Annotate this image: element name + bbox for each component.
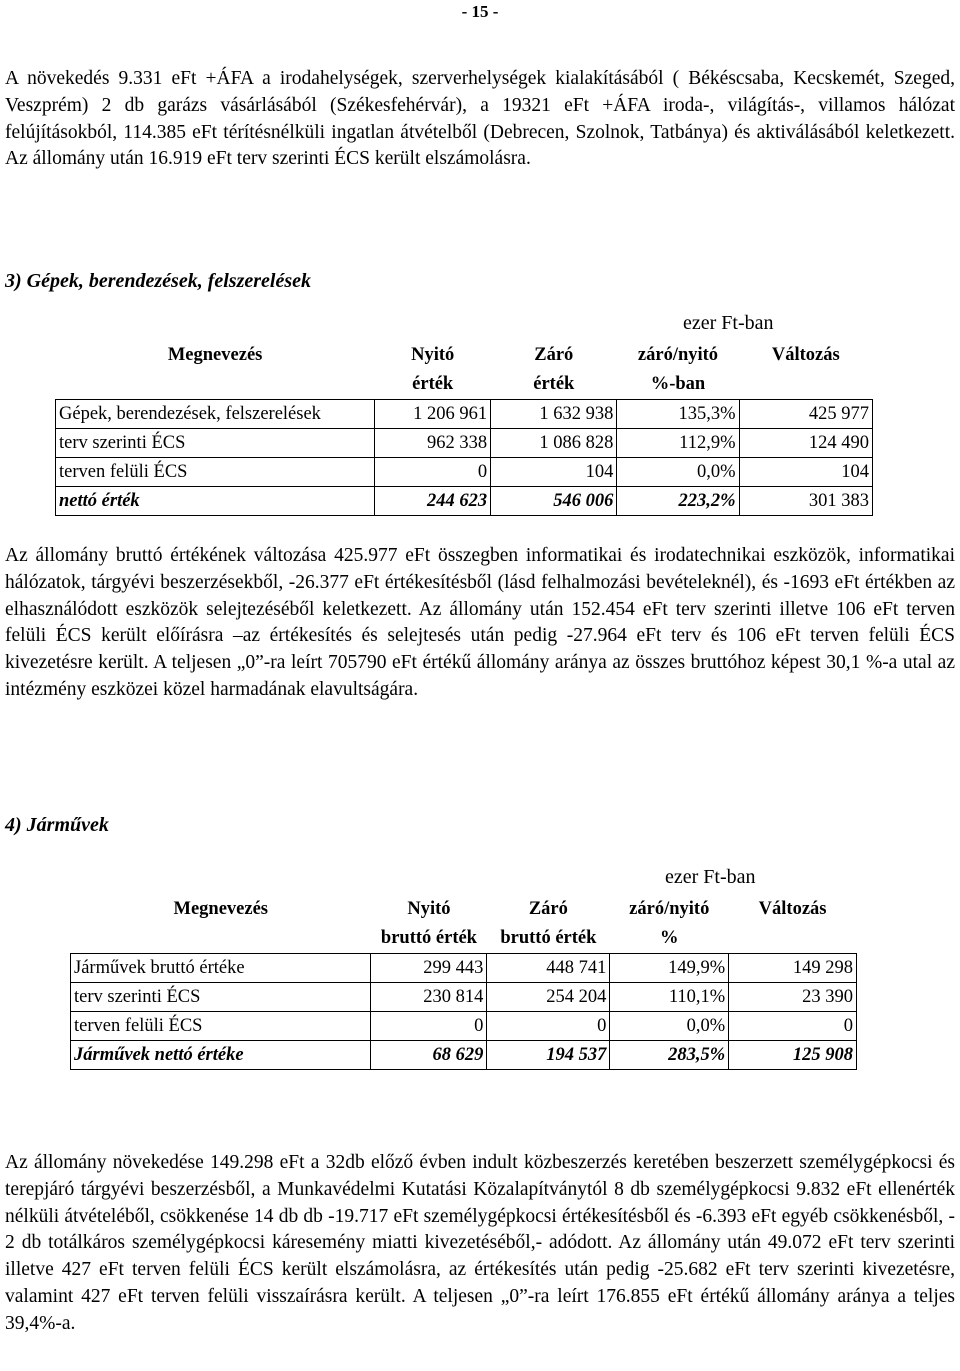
cell-change: 124 490 [739,429,872,458]
cell-closing: 0 [487,1012,610,1041]
cell-opening: 299 443 [371,954,487,983]
cell-closing: 254 204 [487,983,610,1012]
cell-opening: 1 206 961 [375,400,491,429]
header-cell [56,370,375,400]
header-cell: Változás [771,345,840,365]
table-row [71,983,857,1012]
table-row [71,1012,857,1041]
cell-closing: 1 086 828 [491,429,617,458]
cell-change: 23 390 [729,983,857,1012]
cell-ratio: 149,9% [610,954,729,983]
header-cell [739,370,872,400]
cell-closing: 194 537 [487,1041,610,1070]
cell-change: 149 298 [729,954,857,983]
cell-opening: 962 338 [375,429,491,458]
cell-opening: 0 [375,458,491,487]
cell-change: 0 [729,1012,857,1041]
header-cell: Záró [534,345,574,365]
row-label: terv szerinti ÉCS [56,429,375,458]
table-row [56,429,873,458]
cell-change: 301 383 [739,487,872,516]
row-label: Járművek bruttó értéke [71,954,371,983]
row-label: Gépek, berendezések, felszerelések [56,400,375,429]
table-row [71,954,857,983]
paragraph-machinery: Az állomány bruttó értékének változása 425.977 eFt összegben informatikai és irodatechnikai eszközök, informatikai hálózatok, tárgyévi beszerzésekből, -26.377 eFt értékesítésből (lásd felhalmozási bevételeknél), és -1693 eFt értékben az elhasználódott eszközök selejtezéséből keletkezett. Az állomány után 152.454 eFt terv szerinti illetve 106 eFt terven felüli ÉCS került előírásra –az értékesítés és selejtesés után pedig -27.964 eFt terv és 106 eFt terven felüli ÉCS kivezetésre került. A teljesen „0”-ra leírt 705790 eFt értékű állomány aránya az összes bruttóhoz képest 30,1 %-a utal az intézmény eszközei közel harmadának elavultságára. [5,545,955,700]
header-cell: érték [533,374,575,394]
header-cell: Megnevezés [173,899,268,919]
cell-ratio: 0,0% [617,458,739,487]
table-header-row [71,924,857,954]
cell-change: 125 908 [729,1041,857,1070]
row-label: terv szerinti ÉCS [71,983,371,1012]
header-cell: Nyitó [407,899,451,919]
cell-closing: 546 006 [491,487,617,516]
header-cell: Változás [758,899,827,919]
section-3-heading: 3) Gépek, berendezések, felszerelések [5,270,312,292]
cell-closing: 1 632 938 [491,400,617,429]
cell-ratio: 283,5% [610,1041,729,1070]
cell-opening: 68 629 [371,1041,487,1070]
header-cell: % [660,928,679,948]
cell-ratio: 223,2% [617,487,739,516]
table-header-row [56,370,873,400]
row-label: nettó érték [56,487,375,516]
row-label: Járművek nettó értéke [71,1041,371,1070]
cell-ratio: 110,1% [610,983,729,1012]
page-number: - 15 - [461,2,499,21]
paragraph-vehicles: Az állomány növekedése 149.298 eFt a 32db előző évben indult közbeszerzés keretében beszerzett személygépkocsi és terepjáró tárgyévi beszerzésből, a Munkavédelmi Kutatási Közalapítványtól 8 db személygépkocsi 9.832 eFt ellenérték nélküli átvételéből, csökkenése 14 db db -19.717 eFt személygépkocsi értékesítésből és -6.393 eFt egyéb csökkenésből, - 2 db totálkáros személygépkocsi káresemény miatti kivezetéséből,- adódott. Az állomány után 49.072 eFt terv szerinti illetve 427 eFt terven felüli ÉCS került elszámolásra, az értékesítés után pedig -25.682 eFt terv szerinti kivezetésre, valamint 427 eFt terven felüli visszaírásra került. A teljesen „0”-ra leírt 176.855 eFt értékű állomány aránya a teljes 39,4%-a. [5,1152,955,1334]
cell-opening: 230 814 [371,983,487,1012]
cell-opening: 0 [371,1012,487,1041]
cell-closing: 104 [491,458,617,487]
header-cell: Megnevezés [167,345,263,365]
header-cell: Nyitó [411,345,455,365]
header-cell: bruttó érték [380,928,477,948]
header-cell: záró/nyitó [637,345,719,365]
table-header-row [71,895,857,924]
cell-ratio: 112,9% [617,429,739,458]
cell-change: 104 [739,458,872,487]
cell-opening: 244 623 [375,487,491,516]
section-3-unit: ezer Ft-ban [683,312,774,334]
table-row-total [71,1041,857,1070]
section-4-unit: ezer Ft-ban [665,866,756,888]
row-label: terven felüli ÉCS [56,458,375,487]
vehicles-table [70,895,857,1070]
header-cell: %-ban [650,374,706,394]
table-row [56,400,873,429]
row-label: terven felüli ÉCS [71,1012,371,1041]
cell-change: 425 977 [739,400,872,429]
header-cell: bruttó érték [500,928,597,948]
header-cell [729,924,857,954]
cell-ratio: 135,3% [617,400,739,429]
cell-closing: 448 741 [487,954,610,983]
section-4-heading: 4) Járművek [5,814,109,836]
header-cell [71,924,371,954]
paragraph-buildings: A növekedés 9.331 eFt +ÁFA a irodahelységek, szerverhelységek kialakításából ( Békéscsaba, Kecskemét, Szeged, Veszprém) 2 db garázs vásárlásából (Székesfehérvár), a 19321 eFt +ÁFA iroda-, világítás-, villamos hálózat felújításokból, 114.385 eFt térítésnélküli ingatlan átvételből (Debrecen, Szolnok, Tatbánya) és aktiválásából keletkezett. Az állomány után 16.919 eFt terv szerinti ÉCS került elszámolásra. [5,68,955,170]
cell-ratio: 0,0% [610,1012,729,1041]
header-cell: érték [412,374,454,394]
table-header-row [56,341,873,370]
header-cell: Záró [528,899,568,919]
header-cell: záró/nyitó [629,899,710,919]
machinery-table [55,341,873,516]
table-row-total [56,487,873,516]
table-row [56,458,873,487]
